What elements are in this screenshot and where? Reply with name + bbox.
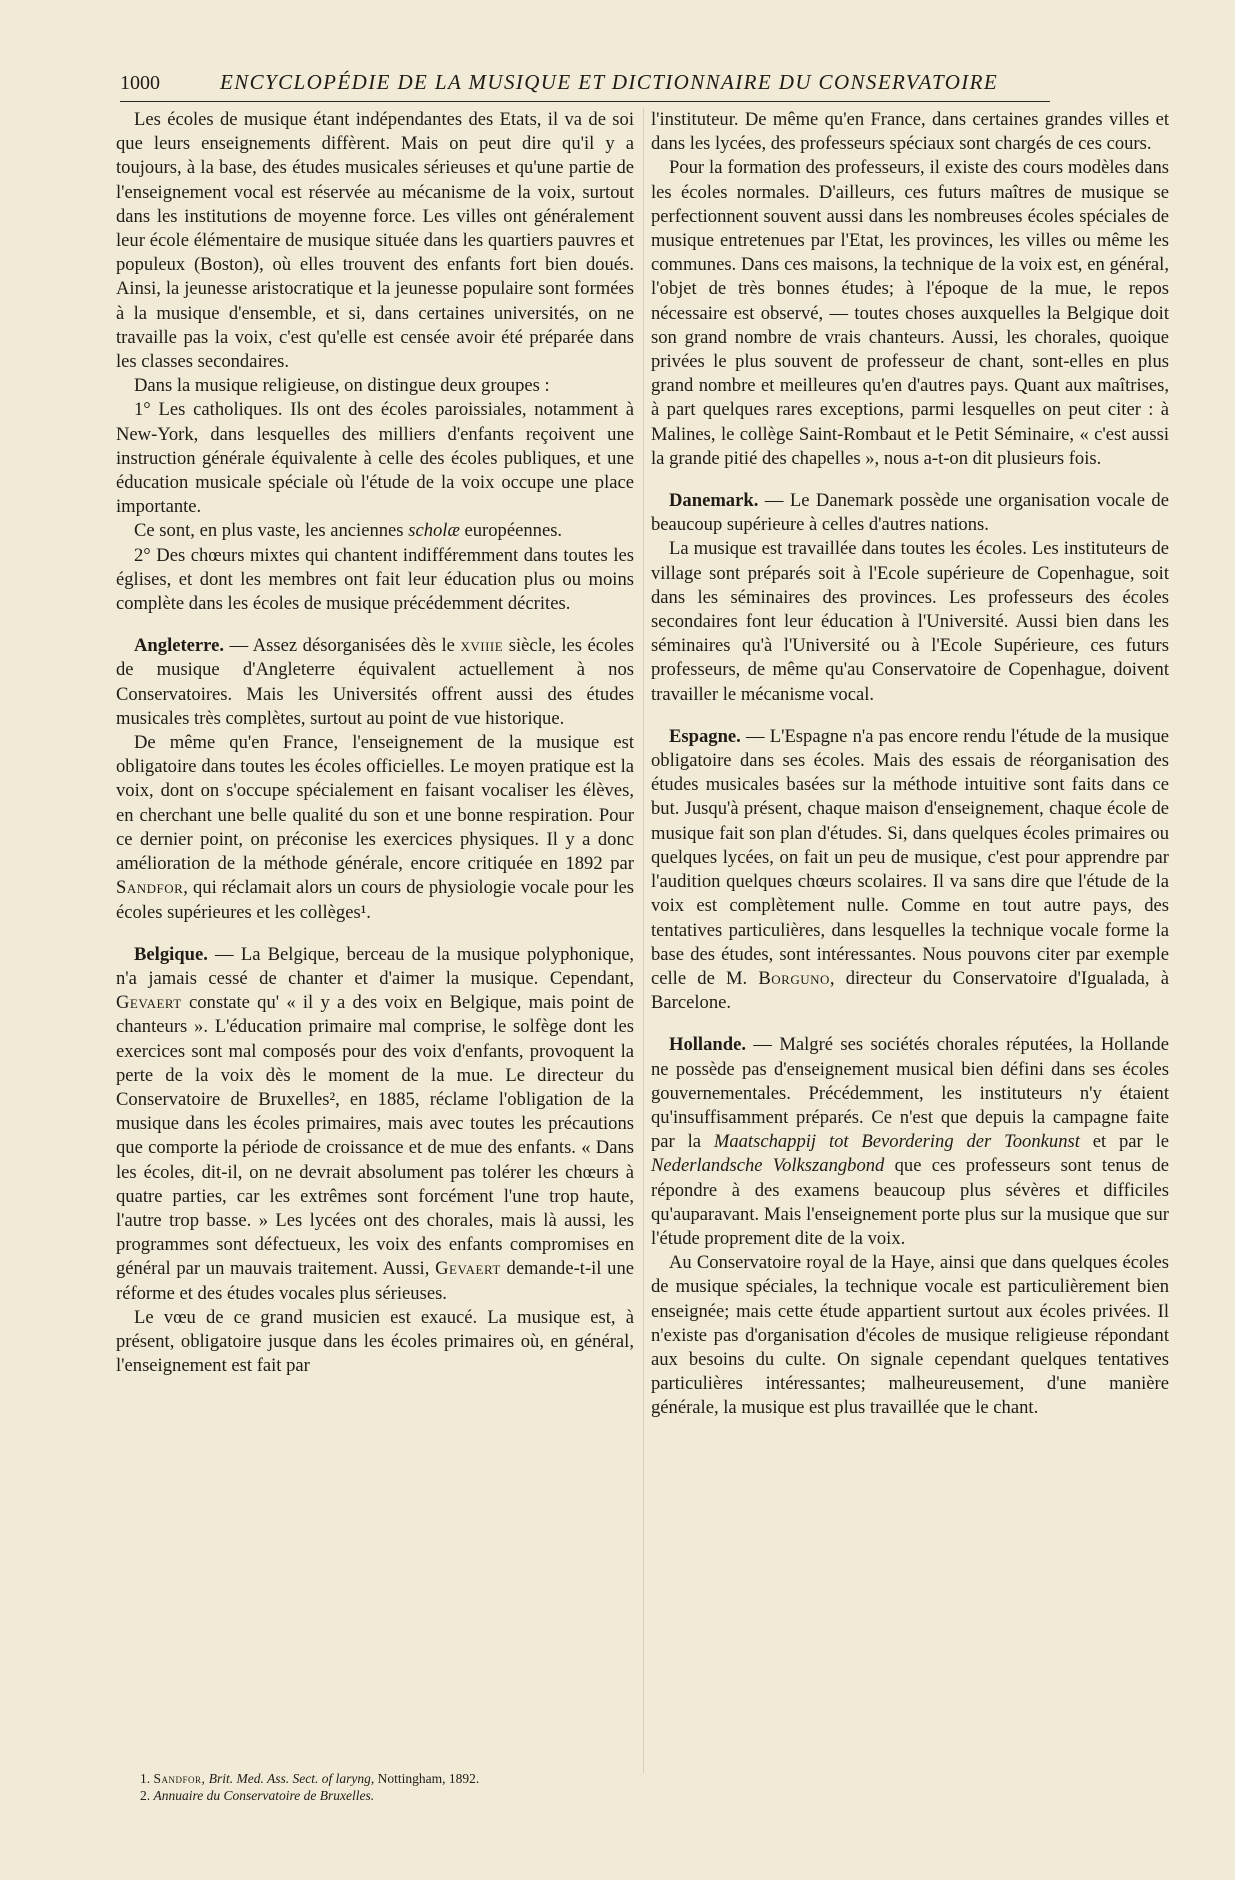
paragraph: 1° Les catholiques. Ils ont des écoles paroissiales, notamment à New-York, dans lesquelles des milliers d'enfants reçoivent une instruction générale équivalente à celle des écoles publiques, et une éducation musicale spéciale où l'étude de la voix occupe une place importante. <box>116 399 634 518</box>
footnote-number: 1. <box>140 1771 151 1786</box>
paragraph: Le vœu de ce grand musicien est exaucé. La musique est, à présent, obligatoire jusque dans les écoles primaires où, en général, l'enseignement est fait par <box>116 1306 634 1377</box>
paragraph: Les écoles de musique étant indépendantes des Etats, il va de soi que leurs enseignements diffèrent. Mais on peut dire qu'il y a toujours, à la base, des études musicales sérieuses et qu'une partie de l'enseignement vocal est réservée au mécanisme de la voix, surtout dans les institutions de moyenne force. Les villes ont généralement leur école élémentaire de musique située dans les quartiers pauvres et populeux (Boston), où elles trouvent des enfants fort bien doués. Ainsi, la jeunesse aristocratique et la jeunesse populaire sont formées à la musique d'ensemble, et si, dans certaines universités, on ne travaille pas la voix, c'est qu'elle est censée avoir été préparée dans les classes secondaires. <box>116 109 634 373</box>
page-number: 1000 <box>120 72 160 94</box>
section-title: Angleterre. <box>134 635 224 657</box>
text-run: siècle, les écoles de musique d'Angleterre équivalent actuellement à nos Conservatoires. Mais les Universités offrent aussi des études musicales très complètes, surtout au point de vue historique. <box>116 635 634 729</box>
section-hollande <box>651 1033 1169 1251</box>
text-run: — Assez désorganisées dès le <box>224 635 461 657</box>
text-run: européennes. <box>459 520 563 542</box>
left-column <box>116 108 634 1378</box>
section-danemark <box>651 489 1169 537</box>
column-divider <box>643 108 644 1773</box>
paragraph: 2° Des chœurs mixtes qui chantent indifféremment dans toutes les églises, et dont les membres ont fait leur éducation plus ou moins complète dans les écoles de musique précédemment décrites. <box>116 544 634 615</box>
right-column <box>651 108 1169 1421</box>
text-run: que ces professeurs sont tenus de répondre à des examens beaucoup plus sévères et difficiles qu'auparavant. Mais l'enseignement porte plus sur la musique que sur l'étude proprement dite de la voix. <box>651 1155 1169 1249</box>
text-run: — La Belgique, berceau de la musique polyphonique, n'a jamais cessé de chanter et d'aimer la musique. Cependant, <box>116 943 634 989</box>
footnote-title: Brit. Med. Ass. Sect. of laryng, <box>208 1771 375 1786</box>
text-run: Ce sont, en plus vaste, les anciennes <box>134 520 409 542</box>
footnote-author: Sandfor, <box>153 1771 206 1786</box>
author-name: Sandfor <box>116 877 184 899</box>
author-name: Borguno <box>758 967 830 989</box>
text-run: , directeur du Conservatoire d'Igualada, à Barcelone. <box>651 967 1169 1014</box>
paragraph: Dans la musique religieuse, on distingue deux groupes : <box>134 375 550 397</box>
running-title: ENCYCLOPÉDIE DE LA MUSIQUE ET DICTIONNAIRE DU CONSERVATOIRE <box>220 70 999 94</box>
section-title: Danemark. <box>669 490 759 512</box>
italic-term: scholæ <box>408 520 460 542</box>
section-title: Espagne. <box>669 725 741 747</box>
paragraph <box>116 731 634 925</box>
section-title: Hollande. <box>669 1034 746 1056</box>
footnote <box>140 1787 640 1804</box>
section-belgique <box>116 943 634 1306</box>
paragraph <box>116 519 634 543</box>
paragraph: Pour la formation des professeurs, il existe des cours modèles dans les écoles normales. D'ailleurs, ces futurs maîtres de musique se perfectionnent souvent aussi dans les nombreuses écoles spéciales de musique entretenues par l'Etat, les provinces, les villes ou même les communes. Dans ces maisons, la technique de la voix est, en général, l'objet de très bonnes études; à l'époque de la mue, le repos nécessaire est observé, — toutes choses auxquelles la Belgique doit son grand nombre de vrais chanteurs. Aussi, les chorales, quoique privées le plus souvent de professeur de chant, sont-elles en plus grand nombre et meilleures qu'en d'autres pays. Quant aux maîtrises, à part quelques rares exceptions, parmi lesquelles on peut citer : à Malines, le collège Saint-Rombaut et le Petit Séminaire, « c'est aussi la grande pitié des chapelles », nous a-t-on dit plusieurs fois. <box>651 157 1169 469</box>
footnotes <box>140 1770 640 1804</box>
text-run: — Le Danemark possède une organisation vocale de beaucoup supérieure à celles d'autres nations. <box>651 490 1169 536</box>
section-angleterre <box>116 634 634 731</box>
text-run: — L'Espagne n'a pas encore rendu l'étude de la musique obligatoire dans ses écoles. Mais des essais de réorganisation des études musicales basées sur la méthode intuitive sont faits dans ce but. Jusqu'à présent, chaque maison d'enseignement, chaque école de musique fait son plan d'études. Si, dans quelques écoles primaires ou quelques lycées, on fait un peu de musique, c'est pour apprendre par l'audition quelques chœurs scolaires. Il va sans dire que l'étude de la voix est complètement nulle. Comme en tout autre pays, des tentatives particulières, dans lesquelles la technique vocale forme la base des études, sont intéressantes. Nous pouvons citer par exemple celle de M. <box>651 725 1169 989</box>
footnote <box>140 1770 640 1787</box>
paragraph: La musique est travaillée dans toutes les écoles. Les instituteurs de village sont préparés soit à l'Ecole supérieure de Copenhague, soit dans les séminaires des provinces. Les professeurs des écoles secondaires font leur éducation à l'Université. Aussi bien dans les séminaires qu'à l'Université ou à l'Ecole Supérieure, ces futurs professeurs, de même qu'au Conservatoire de Copenhague, doivent travailler le mécanisme vocal. <box>651 538 1169 705</box>
footnote-title: Annuaire du Conservatoire de Bruxelles. <box>153 1788 375 1803</box>
text-run: constate qu' « il y a des voix en Belgique, mais point de chanteurs ». L'éducation primaire mal comprise, le solfège dont les exercices sont mal composés pour des voix d'enfants, provoquent la perte de la voix dès le moment de la mue. Le directeur du Conservatoire de Bruxelles², en 1885, réclame l'obligation de la musique dans les écoles primaires, mais avec toutes les précautions que comporte la période de croissance et de mue des enfants. « Dans les écoles, dit-il, on ne devrait absolument pas tolérer les chœurs à quatre parties, car les extrêmes sont forcément l'une trop haute, l'autre trop basse. » Les lycées ont des chorales, mais là aussi, les programmes sont défectueux, les voix des enfants compromises en général par un mauvais traitement. Aussi, <box>116 992 634 1280</box>
italic-term: Nederlandsche Volkszangbond <box>651 1155 885 1177</box>
text-run: , qui réclamait alors un cours de physiologie vocale pour les écoles supérieures et les collèges¹. <box>116 877 634 923</box>
text-run: De même qu'en France, l'enseignement de la musique est obligatoire dans toutes les écoles officielles. Le moyen pratique est la voix, dont on s'occupe spécialement en faisant vocaliser les élèves, en cherchant une belle qualité du son et une bonne respiration. Pour ce dernier point, on préconise les exercices physiques. Il y a donc amélioration de la méthode générale, encore critiquée en 1892 par <box>116 732 634 875</box>
italic-term: Maatschappij tot Bevordering der Toonkunst <box>713 1131 1080 1153</box>
footnote-number: 2. <box>140 1788 151 1803</box>
text-run: — Malgré ses sociétés chorales réputées, la Hollande ne possède pas d'enseignement musical bien défini dans ses écoles gouvernementales. Précédemment, les instituteurs n'y étaient qu'insuffisamment préparés. Ce n'est que depuis la campagne faite par la <box>651 1034 1169 1153</box>
century-numeral: xviiie <box>460 635 504 657</box>
author-name: Gevaert <box>116 992 182 1014</box>
paragraph: Au Conservatoire royal de la Haye, ainsi que dans quelques écoles de musique spéciales, la technique vocale est particulièrement bien enseignée; mais cette étude appartient surtout aux écoles privées. Il n'existe pas d'organisation d'écoles de musique religieuse répondant aux besoins du culte. On signale cependant quelques tentatives particulières intéressantes; malheureusement, d'une manière générale, la musique est plus travaillée que le chant. <box>651 1252 1169 1419</box>
section-espagne <box>651 725 1169 1015</box>
text-run: et par le <box>1079 1131 1169 1153</box>
paragraph: l'instituteur. De même qu'en France, dans certaines grandes villes et dans les lycées, des professeurs spéciaux sont chargés de ces cours. <box>651 109 1169 155</box>
text-run: demande-t-il une réforme et des études vocales plus sérieuses. <box>116 1258 634 1304</box>
running-header <box>120 70 1050 102</box>
footnote-text: Nottingham, 1892. <box>374 1771 480 1786</box>
author-name: Gevaert <box>435 1258 501 1280</box>
section-title: Belgique. <box>134 943 208 965</box>
